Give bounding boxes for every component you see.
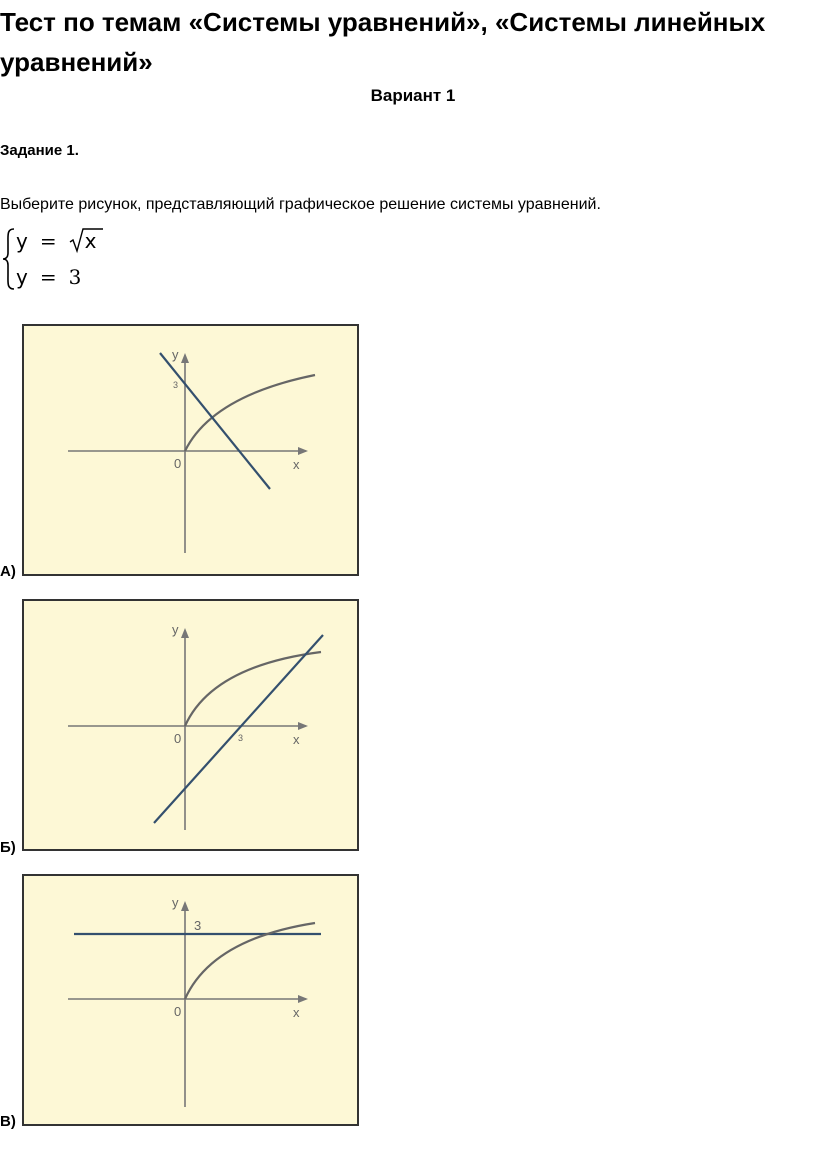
x-axis-arrow-icon	[298, 722, 308, 730]
eq1-operator: =	[39, 229, 57, 253]
eq2-rhs: 3	[68, 265, 82, 289]
option-a-plot	[24, 326, 361, 578]
y-axis-arrow-icon	[181, 628, 189, 638]
y-axis-arrow-icon	[181, 353, 189, 363]
eq1-lhs: y	[16, 229, 28, 253]
origin-label: 0	[174, 456, 182, 471]
curly-brace-icon	[2, 227, 16, 291]
tick-3-label: 3	[238, 733, 244, 743]
x-axis-label: x	[293, 1005, 300, 1020]
equation-1	[16, 229, 96, 253]
sqrt-icon	[69, 227, 103, 255]
sqrt-curve	[185, 375, 315, 451]
option-c-label[interactable]: В)	[0, 1113, 16, 1130]
sqrt-expression	[69, 229, 97, 253]
option-b-graph[interactable]	[22, 599, 359, 851]
y-axis-label: y	[172, 347, 179, 362]
x-axis-arrow-icon	[298, 995, 308, 1003]
page-title: Тест по темам «Системы уравнений», «Системы линейных уравнений»	[0, 7, 766, 77]
increasing-line	[154, 635, 323, 823]
y-axis-label: y	[172, 895, 179, 910]
option-c-plot	[24, 876, 361, 1128]
option-a-graph[interactable]	[22, 324, 359, 576]
x-axis-label: x	[293, 732, 300, 747]
x-axis-label: x	[293, 457, 300, 472]
task-title: Задание 1.	[0, 142, 79, 159]
x-axis-arrow-icon	[298, 447, 308, 455]
variant-heading: Вариант 1	[370, 86, 456, 105]
task-question: Выберите рисунок, представляющий графическое решение системы уравнений.	[0, 196, 601, 213]
tick-3-label: 3	[194, 918, 202, 933]
option-a-label[interactable]: А)	[0, 563, 16, 580]
origin-label: 0	[174, 1004, 182, 1019]
sqrt-curve	[185, 652, 321, 726]
option-b-label[interactable]: Б)	[0, 839, 16, 856]
option-c-graph[interactable]	[22, 874, 359, 1126]
equation-system	[0, 225, 140, 293]
y-axis-arrow-icon	[181, 901, 189, 911]
eq2-lhs: y	[16, 265, 28, 289]
option-b-plot	[24, 601, 361, 853]
origin-label: 0	[174, 731, 182, 746]
eq2-operator: =	[39, 265, 57, 289]
tick-3-label: 3	[173, 380, 179, 390]
y-axis-label: y	[172, 622, 179, 637]
eq1-rhs: x	[84, 229, 97, 253]
equation-2	[16, 265, 81, 289]
